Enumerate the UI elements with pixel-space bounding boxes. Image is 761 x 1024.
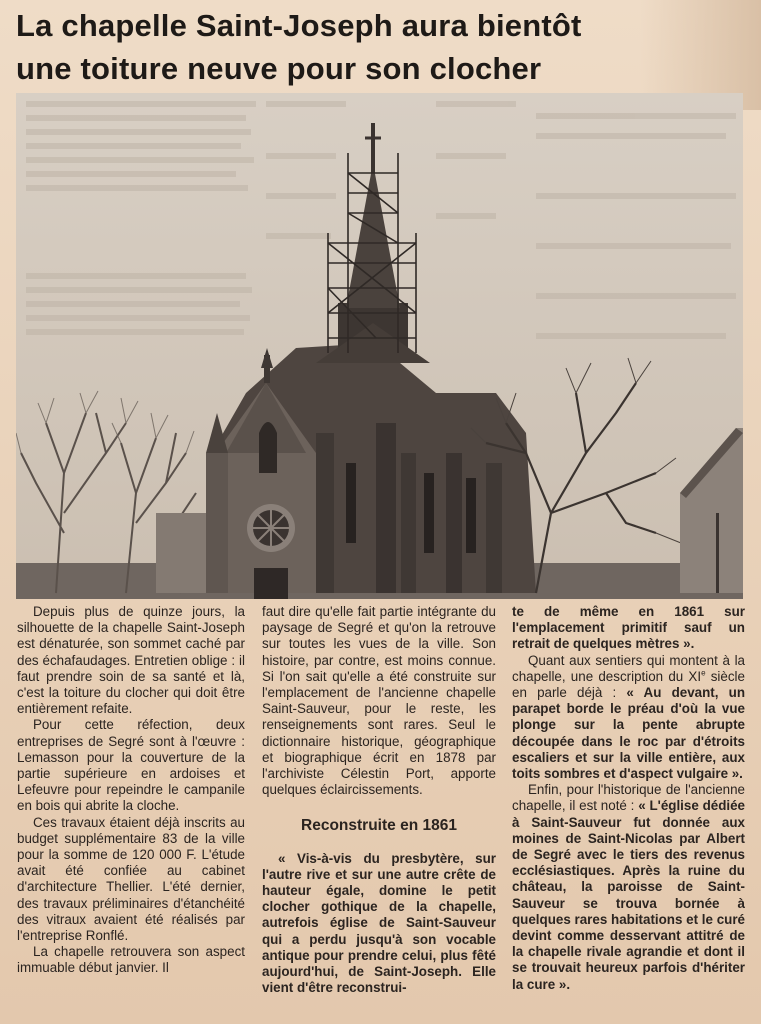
article-column-1 [17, 604, 245, 977]
superscript: e [701, 668, 706, 678]
quote-run: « L'église dédiée à Saint-Sauveur fut donnée aux moines de Saint-Nicolas par Albert de Segré avec le tiers des revenus ecclésiastiques. Après la ruine du château, la paroisse de Saint-Sauveur se trouva bornée à quelques rares habitations et le curé devint comme desservant attitré de la chapelle rivale agrandie et dont il se trouvait heureux parfois d'hériter la cure ». [512, 798, 745, 992]
section-subheading: Reconstruite en 1861 [301, 817, 457, 835]
paragraph: La chapelle retrouvera son aspect immuable début janvier. Il [17, 944, 245, 976]
text-run: Quant aux sentiers qui montent à la chapelle, une description du XI [512, 652, 745, 684]
text-run: Enfin, pour l'historique de l'ancienne chapelle, il est noté : [512, 782, 745, 814]
paragraph: Pour cette réfection, deux entreprises de Segré sont à l'œuvre : Lemasson pour la couverture de la partie supérieure en ardoises et Lefeuvre pour repeindre le campanile en bois qui abrite la cloche. [17, 717, 245, 814]
text-run: siècle en parle déjà : [512, 668, 745, 701]
quote-paragraph: te de même en 1861 sur l'emplacement primitif sauf un retrait de quelques mètres ». [512, 604, 745, 652]
headline-line-1: La chapelle Saint-Joseph aura bientôt [16, 8, 582, 43]
quote-paragraph: « Vis-à-vis du presbytère, sur l'autre rive et sur une autre crête de hauteur égale, domine le petit clocher gothique de la chapelle, autrefois église de Saint-Sauveur qui a perdu jusqu'à son vocable antique pour prendre celui, plus fêté aujourd'hui, de Saint-Joseph. Elle vient d'être reconstrui- [262, 850, 496, 996]
paragraph [512, 653, 745, 783]
quote-run: « Au devant, un parapet borde le préau d'où la vue plonge sur la pente abrupte découpée dans le roc par d'étroits escaliers et sur la ville entière, aux toits sombres et d'aspect vulgaire ». [512, 685, 745, 782]
paragraph [512, 782, 745, 993]
article-column-3 [512, 604, 745, 993]
paragraph: Ces travaux étaient déjà inscrits au budget supplémentaire 83 de la ville pour la somme de 120 000 F. L'étude avait été confiée au cabinet d'architecture Thellier. L'été dernier, des travaux préliminaires d'étanchéité des vitraux avaient été réalisés par l'entreprise Ronflé. [17, 814, 245, 944]
article-column-2 [262, 604, 496, 996]
paragraph: faut dire qu'elle fait partie intégrante du paysage de Segré et qu'on la retrouve sur toutes les vues de la ville. Son histoire, par contre, est moins connue. Si l'on sait qu'elle a été construite sur l'emplacement de l'ancienne chapelle Saint-Sauveur, pour le reste, les renseignements sont rares. Seul le dictionnaire historique, géographique et biographique écrit en 1878 par l'archiviste Célestin Port, apporte quelques éclaircissements. [262, 604, 496, 798]
article-headline [16, 4, 736, 90]
paragraph: Depuis plus de quinze jours, la silhouette de la chapelle Saint-Joseph est dénaturée, son sommet caché par des échafaudages. Entretien oblige : il faut prendre soin de sa santé et là, c'est la toiture du clocher qui doit être entièrement refaite. [17, 604, 245, 717]
chapel-photo [16, 93, 743, 599]
headline-line-2: une toiture neuve pour son clocher [16, 51, 542, 86]
